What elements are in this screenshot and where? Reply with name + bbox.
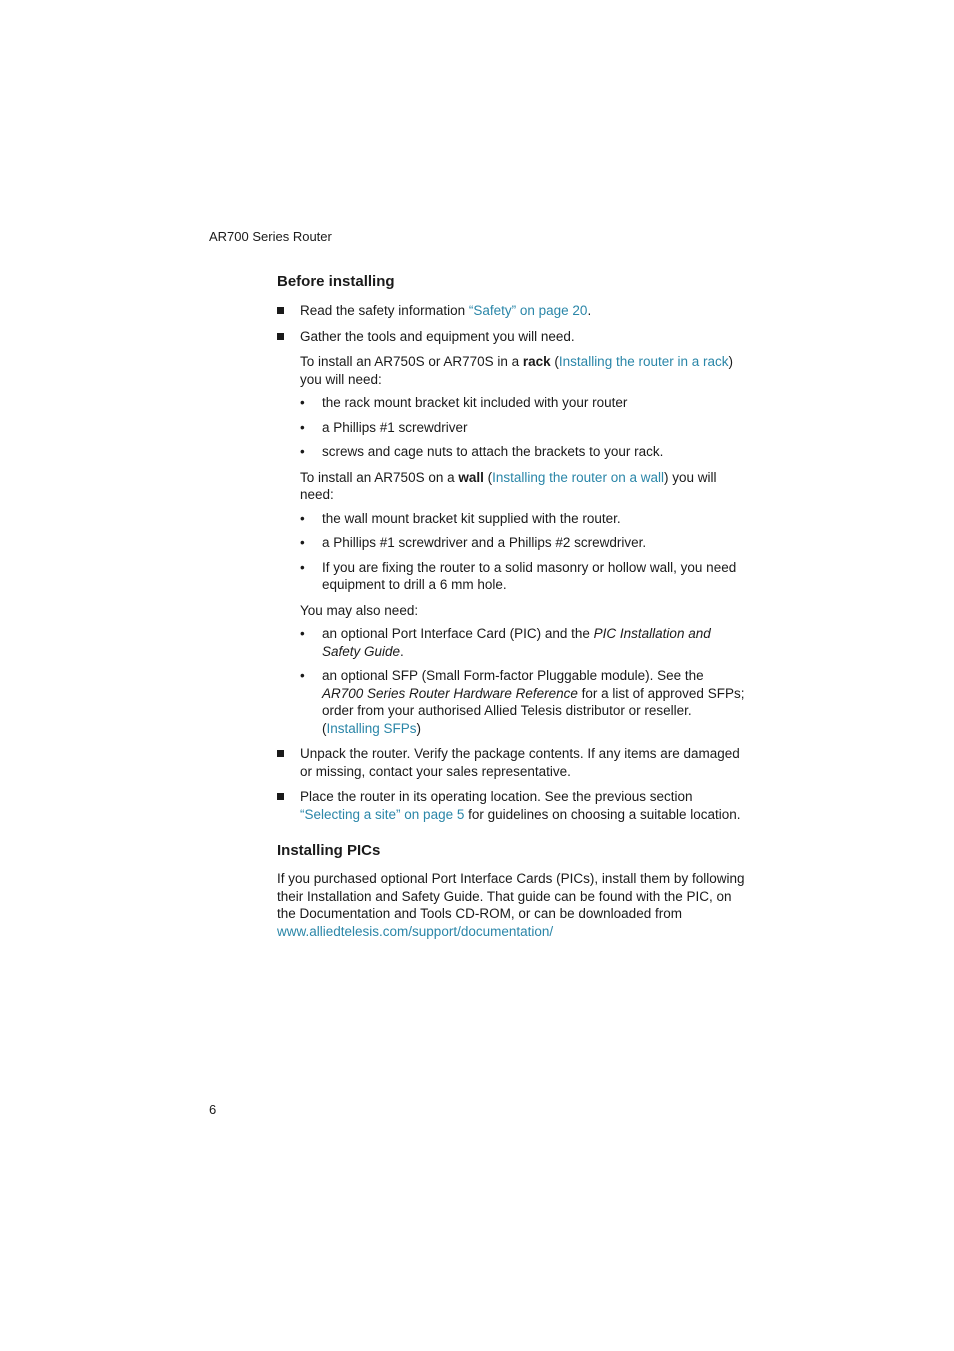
safety-link[interactable]: “Safety” on page 20 <box>468 303 588 318</box>
dot-bullet-icon: • <box>300 444 305 459</box>
bullet-text: a Phillips #1 screwdriver and a Phillips #2 screwdriver. <box>322 535 647 550</box>
item-text-post: for guidelines on choosing a suitable location. <box>464 806 741 822</box>
sfp-post: ) <box>416 720 422 736</box>
bullet-text: If you are fixing the router to a solid masonry or hollow wall, you need equipment to drill a 6 mm hole. <box>322 559 737 592</box>
item-text: Unpack the router. Verify the package contents. If any items are damaged or missing, contact your sales representative. <box>300 746 740 779</box>
pics-body-text: If you purchased optional Port Interface Cards (PICs), install them by following their Installation and Safety Guide. That guide can be found with the PIC, on the Documentation and Tools CD-ROM, or can be downloaded from <box>277 871 745 921</box>
wall-pre: To install an AR750S on a <box>300 469 459 485</box>
running-header: AR700 Series Router <box>209 229 332 244</box>
bullet-text: screws and cage nuts to attach the brackets to your rack. <box>322 444 664 459</box>
dot-bullet-icon: • <box>300 419 305 435</box>
list-item <box>300 625 747 660</box>
square-bullet-icon <box>277 750 284 757</box>
main-content <box>277 272 747 940</box>
bullet-text: the rack mount bracket kit included with your router <box>322 395 628 410</box>
square-bullet-icon <box>277 333 284 340</box>
item-text-pre: Place the router in its operating location. See the previous section <box>300 789 693 804</box>
installing-sfps-link[interactable]: Installing SFPs <box>326 720 417 736</box>
list-item <box>277 328 747 738</box>
sfp-reference-title: AR700 Series Router Hardware Reference <box>322 685 578 701</box>
bullet-text: the wall mount bracket kit supplied with the router. <box>322 510 621 526</box>
rack-bullets <box>300 394 747 461</box>
wall-paragraph <box>300 469 747 504</box>
rack-bold: rack <box>522 354 551 369</box>
sfp-pre: an optional SFP (Small Form-factor Pluggable module). See the <box>322 668 704 683</box>
rack-open: ( <box>550 354 559 369</box>
item-text: Read the safety information <box>300 303 469 318</box>
list-item <box>300 534 747 552</box>
list-item <box>300 394 747 412</box>
rack-pre: To install an AR750S or AR770S in a <box>300 354 523 369</box>
list-item <box>300 559 747 594</box>
dot-bullet-icon: • <box>300 668 305 683</box>
also-need-paragraph: You may also need: <box>300 602 419 618</box>
wall-bold: wall <box>458 469 484 485</box>
dot-bullet-icon: • <box>300 510 305 526</box>
installing-pics-paragraph <box>277 870 747 940</box>
pic-post: . <box>400 643 404 659</box>
rack-post: ) you will need: <box>300 354 734 387</box>
item-text: Gather the tools and equipment you will need. <box>300 328 575 344</box>
section-heading-before-installing: Before installing <box>277 273 395 290</box>
pic-guide-title: PIC Installation and Safety Guide <box>322 626 711 659</box>
list-item <box>300 510 747 528</box>
sfp-mid: for a list of approved SFPs; order from your authorised Allied Telesis distributor or reseller. ( <box>322 685 745 736</box>
list-item <box>300 443 747 461</box>
before-installing-list <box>277 302 747 823</box>
list-item <box>277 302 747 320</box>
wall-post: ) you will need: <box>300 469 717 502</box>
wall-open: ( <box>483 469 493 485</box>
bullet-text: a Phillips #1 screwdriver <box>322 419 468 435</box>
dot-bullet-icon: • <box>300 535 305 550</box>
documentation-url-link[interactable]: www.alliedtelesis.com/support/documentation/ <box>277 923 554 939</box>
wall-bullets <box>300 510 747 594</box>
list-item <box>300 667 747 737</box>
item-text-end: . <box>587 303 592 318</box>
list-item <box>277 788 747 823</box>
square-bullet-icon <box>277 793 284 800</box>
dot-bullet-icon: • <box>300 559 305 575</box>
page-number: 6 <box>209 1102 217 1117</box>
list-item <box>277 745 747 780</box>
selecting-site-link[interactable]: “Selecting a site” on page 5 <box>300 806 465 822</box>
square-bullet-icon <box>277 307 284 314</box>
list-item <box>300 419 747 437</box>
dot-bullet-icon: • <box>300 626 305 641</box>
wall-install-link[interactable]: Installing the router on a wall <box>492 469 664 485</box>
rack-install-link[interactable]: Installing the router in a rack <box>558 354 729 369</box>
pic-pre: an optional Port Interface Card (PIC) and the <box>322 626 594 641</box>
also-need-bullets <box>300 625 747 737</box>
dot-bullet-icon: • <box>300 395 305 410</box>
section-heading-installing-pics: Installing PICs <box>277 842 381 859</box>
rack-paragraph <box>300 353 747 388</box>
